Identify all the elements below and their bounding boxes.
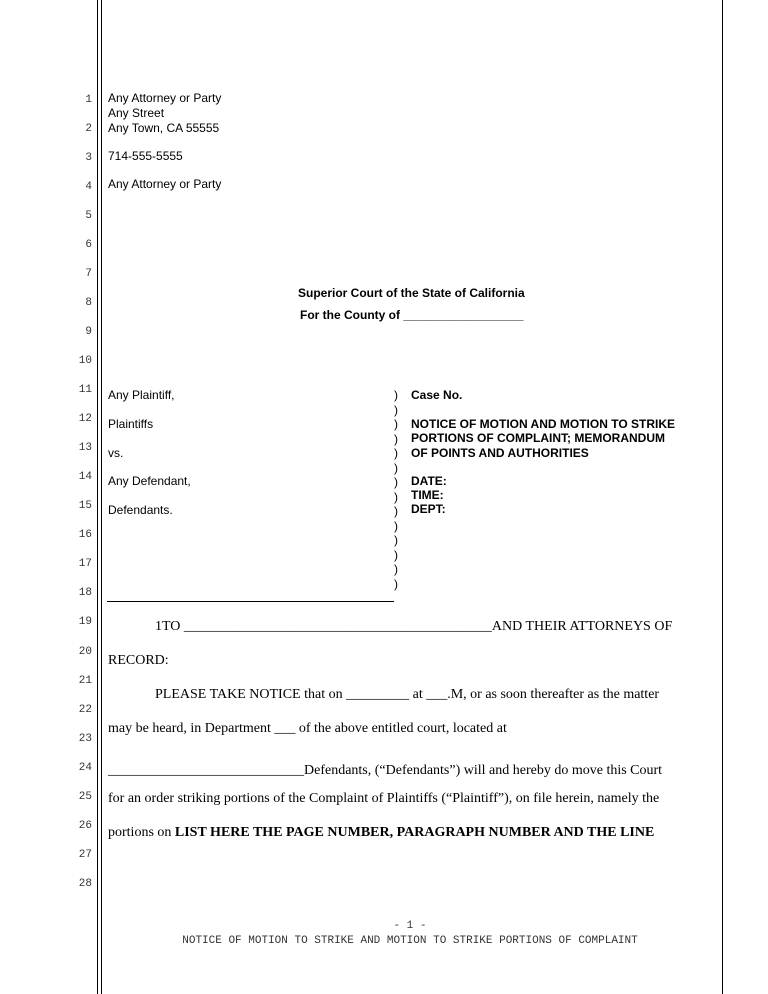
body-salutation-cont: RECORD: (108, 653, 169, 668)
footer-title: NOTICE OF MOTION TO STRIKE AND MOTION TO STRIKE PORTIONS OF COMPLAINT (182, 935, 638, 947)
caption-paren: ) (394, 388, 398, 402)
line-number: 23 (78, 733, 92, 745)
line-number: 25 (78, 791, 92, 803)
caption-paren: ) (394, 417, 398, 431)
line-number: 15 (78, 500, 92, 512)
line-number: 11 (78, 384, 92, 396)
body-portions-text: portions on (108, 825, 175, 840)
caption-paren: ) (394, 431, 398, 446)
right-margin-rule (722, 0, 723, 994)
body-department: may be heard, in Department ___ of the above entitled court, located at (108, 721, 507, 736)
left-margin-rule-outer (97, 0, 98, 994)
line-number: 3 (85, 152, 92, 164)
attorney-for: Any Attorney or Party (108, 177, 222, 191)
line-number: 9 (85, 326, 92, 338)
body-salutation: 1TO ____________________________________________AND THEIR ATTORNEYS OF (155, 619, 673, 634)
line-number: 17 (78, 558, 92, 570)
line-number: 13 (78, 442, 92, 454)
line-number: 22 (78, 704, 92, 716)
line-number: 21 (78, 675, 92, 687)
versus-label: vs. (108, 446, 124, 460)
document-title-line-3: OF POINTS AND AUTHORITIES (411, 446, 589, 460)
line-number: 10 (78, 355, 92, 367)
line-number: 28 (78, 878, 92, 890)
line-number: 14 (78, 471, 92, 483)
line-number: 18 (78, 587, 92, 599)
line-number: 6 (85, 239, 92, 251)
caption-paren: ) (394, 504, 398, 518)
document-title-line-2: PORTIONS OF COMPLAINT; MEMORANDUM (411, 431, 665, 445)
plaintiff-name: Any Plaintiff, (108, 388, 175, 402)
body-order-striking: for an order striking portions of the Complaint of Plaintiffs (“Plaintiff”), on file herein, namely the (108, 791, 660, 806)
plaintiffs-label: Plaintiffs (108, 417, 154, 431)
line-number: 16 (78, 529, 92, 541)
page-number: - 1 - (393, 920, 427, 932)
line-number: 5 (85, 210, 92, 222)
line-number: 2 (85, 123, 92, 135)
body-notice: PLEASE TAKE NOTICE that on _________ at ___.M, or as soon thereafter as the matter (155, 687, 660, 702)
court-title: Superior Court of the State of California (298, 286, 525, 300)
caption-paren: ) (394, 402, 398, 417)
caption-paren: ) (394, 562, 398, 576)
defendants-label: Defendants. (108, 503, 173, 517)
case-number-label: Case No. (411, 388, 463, 402)
line-number: 1 (85, 94, 92, 106)
defendant-name: Any Defendant, (108, 474, 191, 488)
body-defendants-move: ____________________________Defendants, (“Defendants”) will and hereby do move this Court (108, 763, 663, 778)
line-number: 19 (78, 616, 92, 628)
attorney-phone: 714-555-5555 (108, 149, 183, 163)
line-number: 7 (85, 268, 92, 280)
caption-paren: ) (394, 518, 398, 533)
line-number: 8 (85, 297, 92, 309)
hearing-date-label: DATE: (411, 474, 447, 488)
left-margin-rule-inner (101, 0, 102, 994)
court-county: For the County of __________________ (300, 308, 524, 322)
document-title-line-1: NOTICE OF MOTION AND MOTION TO STRIKE (411, 417, 675, 431)
hearing-dept-label: DEPT: (411, 502, 446, 516)
attorney-name: Any Attorney or Party (108, 91, 222, 105)
caption-paren: ) (394, 533, 398, 547)
caption-paren: ) (394, 547, 398, 562)
line-number: 24 (78, 762, 92, 774)
body-portions-instruction: LIST HERE THE PAGE NUMBER, PARAGRAPH NUMBER AND THE LINE (174, 825, 655, 840)
caption-underline (107, 601, 394, 602)
line-number: 12 (78, 413, 92, 425)
attorney-city: Any Town, CA 55555 (108, 121, 220, 135)
caption-paren: ) (394, 475, 398, 489)
caption-paren: ) (394, 489, 398, 504)
attorney-street: Any Street (108, 106, 165, 120)
caption-paren: ) (394, 576, 398, 591)
caption-paren: ) (394, 446, 398, 460)
line-number: 20 (78, 646, 92, 658)
body-portions (108, 825, 654, 841)
line-number: 26 (78, 820, 92, 832)
line-number: 27 (78, 849, 92, 861)
caption-paren: ) (394, 460, 398, 475)
line-number: 4 (85, 181, 92, 193)
hearing-time-label: TIME: (411, 488, 444, 502)
